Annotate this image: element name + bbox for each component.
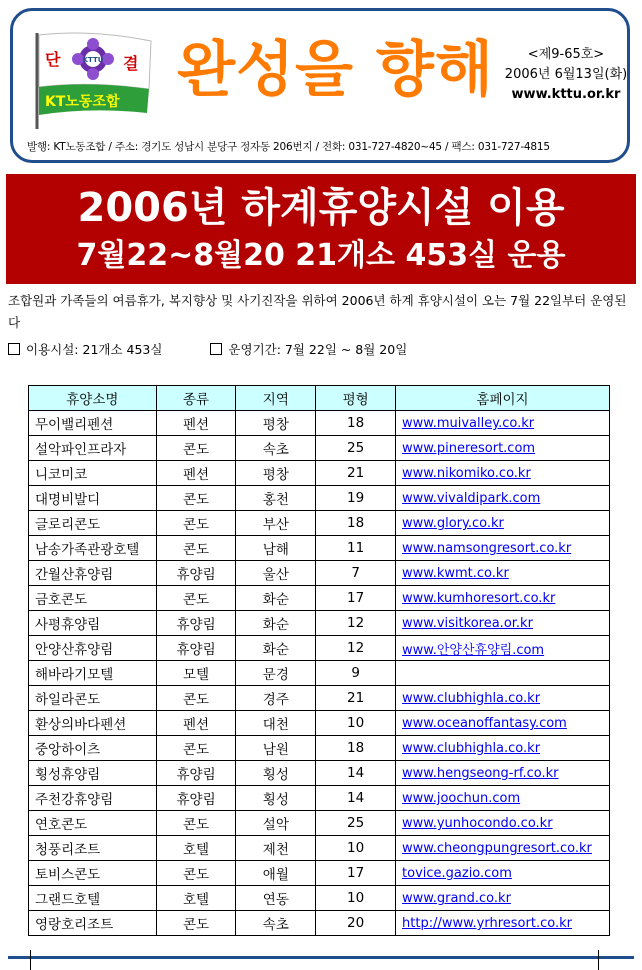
cell-size: 21	[316, 686, 396, 711]
table-row	[29, 661, 610, 686]
cell-homepage	[396, 786, 610, 811]
homepage-link[interactable]: www.glory.co.kr	[402, 516, 504, 531]
cell-resort-name: 대명비발디	[29, 486, 157, 511]
cell-type: 콘도	[156, 861, 236, 886]
cell-type: 펜션	[156, 711, 236, 736]
cell-size: 9	[316, 661, 396, 686]
facts-line	[8, 340, 634, 358]
cell-region: 부산	[236, 511, 316, 536]
checkbox-icon	[8, 343, 20, 355]
cell-homepage	[396, 711, 610, 736]
bottom-rule	[8, 956, 634, 959]
cell-region: 애월	[236, 861, 316, 886]
cell-resort-name: 해바라기모텔	[29, 661, 157, 686]
cell-region: 횡성	[236, 786, 316, 811]
table-row	[29, 561, 610, 586]
fact-facilities: 이용시설: 21개소 453실	[26, 342, 163, 357]
homepage-link[interactable]: www.clubhighla.co.kr	[402, 691, 541, 706]
cell-homepage	[396, 511, 610, 536]
cell-size: 14	[316, 761, 396, 786]
cell-resort-name: 하일라콘도	[29, 686, 157, 711]
cell-homepage	[396, 811, 610, 836]
masthead-box	[10, 8, 630, 163]
cell-resort-name: 무이밸리펜션	[29, 411, 157, 436]
fact-period: 운영기간: 7월 22일 ~ 8월 20일	[228, 342, 408, 357]
homepage-link[interactable]: www.kumhoresort.co.kr	[402, 591, 556, 606]
cell-size: 18	[316, 511, 396, 536]
issue-date: 2006년 6월13일(화)	[504, 67, 628, 82]
cell-type: 콘도	[156, 511, 236, 536]
cell-resort-name: 연호콘도	[29, 811, 157, 836]
cell-homepage	[396, 736, 610, 761]
cell-region: 경주	[236, 686, 316, 711]
cell-region: 남해	[236, 536, 316, 561]
resort-table	[28, 385, 610, 936]
table-row	[29, 436, 610, 461]
cell-size: 7	[316, 561, 396, 586]
subheadline: 7월22~8월20 21개소 453실 운용	[76, 238, 566, 273]
cell-region: 문경	[236, 661, 316, 686]
homepage-link[interactable]: www.muivalley.co.kr	[402, 416, 535, 431]
headline: 2006년 하계휴양시설 이용	[77, 185, 565, 231]
homepage-link[interactable]: www.yunhocondo.co.kr	[402, 816, 553, 831]
cell-type: 휴양림	[156, 561, 236, 586]
cell-homepage	[396, 886, 610, 911]
cell-size: 25	[316, 436, 396, 461]
cell-type: 콘도	[156, 686, 236, 711]
cell-type: 휴양림	[156, 761, 236, 786]
homepage-link[interactable]: tovice.gazio.com	[402, 866, 512, 881]
cell-type: 모텔	[156, 661, 236, 686]
cell-homepage	[396, 411, 610, 436]
cell-size: 21	[316, 461, 396, 486]
cell-homepage	[396, 461, 610, 486]
homepage-link[interactable]: www.namsongresort.co.kr	[402, 541, 572, 556]
cell-region: 평창	[236, 411, 316, 436]
table-row	[29, 686, 610, 711]
table-row	[29, 911, 610, 936]
homepage-link[interactable]: www.visitkorea.or.kr	[402, 616, 533, 631]
cell-type: 콘도	[156, 436, 236, 461]
table-row	[29, 711, 610, 736]
cell-type: 호텔	[156, 836, 236, 861]
issue-info	[501, 45, 631, 105]
issue-number: <제9-65호>	[527, 47, 605, 62]
cell-size: 17	[316, 586, 396, 611]
table-row	[29, 461, 610, 486]
cell-homepage	[396, 436, 610, 461]
cell-size: 20	[316, 911, 396, 936]
homepage-link[interactable]: www.oceanoffantasy.com	[402, 716, 567, 731]
table-row	[29, 886, 610, 911]
cell-resort-name: 설악파인프라자	[29, 436, 157, 461]
svg-text:결: 결	[123, 54, 139, 73]
cell-size: 19	[316, 486, 396, 511]
table-row	[29, 611, 610, 636]
svg-text:단: 단	[45, 50, 61, 69]
table-row	[29, 761, 610, 786]
cell-type: 휴양림	[156, 786, 236, 811]
cell-homepage	[396, 486, 610, 511]
cell-resort-name: 환상의바다펜션	[29, 711, 157, 736]
table-row	[29, 786, 610, 811]
col-header-name: 휴양소명	[29, 386, 157, 411]
union-flag-logo	[31, 31, 155, 131]
col-header-homepage: 홈페이지	[396, 386, 610, 411]
cell-size: 18	[316, 736, 396, 761]
cell-homepage	[396, 561, 610, 586]
cell-region: 울산	[236, 561, 316, 586]
cell-type: 펜션	[156, 411, 236, 436]
cell-resort-name: 영랑호리조트	[29, 911, 157, 936]
cell-resort-name: 횡성휴양림	[29, 761, 157, 786]
cell-region: 속초	[236, 911, 316, 936]
table-header-row	[29, 386, 610, 411]
svg-text:KTTU: KTTU	[82, 56, 104, 64]
cell-region: 연동	[236, 886, 316, 911]
col-header-size: 평형	[316, 386, 396, 411]
cell-size: 14	[316, 786, 396, 811]
cell-region: 화순	[236, 611, 316, 636]
cell-resort-name: 토비스콘도	[29, 861, 157, 886]
cell-size: 10	[316, 711, 396, 736]
cell-size: 10	[316, 886, 396, 911]
col-header-region: 지역	[236, 386, 316, 411]
cell-size: 25	[316, 811, 396, 836]
homepage-link[interactable]: www.vivaldipark.com	[402, 491, 541, 506]
cell-region: 대천	[236, 711, 316, 736]
cell-homepage	[396, 586, 610, 611]
cell-size: 17	[316, 861, 396, 886]
homepage-link[interactable]: www.joochun.com	[402, 791, 521, 806]
cell-resort-name: 청풍리조트	[29, 836, 157, 861]
cell-region: 속초	[236, 436, 316, 461]
cell-region: 횡성	[236, 761, 316, 786]
cell-size: 10	[316, 836, 396, 861]
newsletter-title: 완성을 향해	[177, 35, 494, 105]
cell-region: 화순	[236, 636, 316, 661]
cell-size: 11	[316, 536, 396, 561]
homepage-link[interactable]: http://www.yrhresort.co.kr	[402, 916, 572, 931]
homepage-link[interactable]: www.hengseong-rf.co.kr	[402, 766, 559, 781]
cell-type: 콘도	[156, 911, 236, 936]
cell-type: 콘도	[156, 811, 236, 836]
checkbox-icon	[210, 343, 222, 355]
cell-resort-name: 사평휴양림	[29, 611, 157, 636]
cell-type: 휴양림	[156, 636, 236, 661]
cell-resort-name: 주천강휴양림	[29, 786, 157, 811]
corner-mark-left	[30, 950, 31, 970]
cell-size: 18	[316, 411, 396, 436]
cell-type: 콘도	[156, 586, 236, 611]
cell-region: 설악	[236, 811, 316, 836]
cell-homepage	[396, 861, 610, 886]
cell-homepage	[396, 661, 610, 686]
table-row	[29, 411, 610, 436]
cell-type: 콘도	[156, 536, 236, 561]
cell-type: 콘도	[156, 486, 236, 511]
cell-homepage	[396, 686, 610, 711]
cell-type: 펜션	[156, 461, 236, 486]
cell-type: 콘도	[156, 736, 236, 761]
corner-mark-right	[598, 950, 599, 970]
cell-region: 제천	[236, 836, 316, 861]
homepage-link[interactable]: www.clubhighla.co.kr	[402, 741, 541, 756]
cell-type: 휴양림	[156, 611, 236, 636]
table-row	[29, 511, 610, 536]
website-url[interactable]: www.kttu.or.kr	[511, 87, 621, 102]
cell-homepage	[396, 761, 610, 786]
table-row	[29, 736, 610, 761]
cell-resort-name: 글로리콘도	[29, 511, 157, 536]
cell-type: 호텔	[156, 886, 236, 911]
table-row	[29, 586, 610, 611]
cell-size: 12	[316, 611, 396, 636]
homepage-link[interactable]: www.kwmt.co.kr	[402, 566, 509, 581]
table-row	[29, 811, 610, 836]
col-header-type: 종류	[156, 386, 236, 411]
cell-homepage	[396, 611, 610, 636]
publisher-line: 발행: KT노동조합 / 주소: 경기도 성남시 분당구 정자동 206번지 / 전화: 031-727-4820~45 / 팩스: 031-727-4815	[27, 141, 550, 153]
homepage-link[interactable]: www.cheongpungresort.co.kr	[402, 841, 592, 856]
cell-region: 남원	[236, 736, 316, 761]
homepage-link[interactable]: www.grand.co.kr	[402, 891, 511, 906]
cell-resort-name: 간월산휴양림	[29, 561, 157, 586]
cell-size: 12	[316, 636, 396, 661]
homepage-link[interactable]: www.nikomiko.co.kr	[402, 466, 531, 481]
table-row	[29, 536, 610, 561]
svg-text:KT노동조합: KT노동조합	[45, 94, 120, 110]
table-row	[29, 836, 610, 861]
cell-region: 홍천	[236, 486, 316, 511]
cell-homepage	[396, 836, 610, 861]
homepage-link[interactable]: www.pineresort.com	[402, 441, 536, 456]
intro-paragraph: 조합원과 가족들의 여름휴가, 복지향상 및 사기진작을 위하여 2006년 하계 휴양시설이 오는 7월 22일부터 운영된다	[8, 293, 627, 330]
table-row	[29, 861, 610, 886]
cell-homepage	[396, 536, 610, 561]
table-row	[29, 636, 610, 661]
homepage-link[interactable]: www.안양산휴양림.com	[402, 642, 545, 658]
cell-resort-name: 중앙하이츠	[29, 736, 157, 761]
table-row	[29, 486, 610, 511]
cell-region: 평창	[236, 461, 316, 486]
cell-resort-name: 남송가족관광호텔	[29, 536, 157, 561]
cell-homepage	[396, 636, 610, 661]
cell-resort-name: 금호콘도	[29, 586, 157, 611]
cell-region: 화순	[236, 586, 316, 611]
cell-resort-name: 안양산휴양림	[29, 636, 157, 661]
cell-resort-name: 니코미코	[29, 461, 157, 486]
cell-resort-name: 그랜드호텔	[29, 886, 157, 911]
headline-banner	[6, 174, 636, 284]
cell-homepage	[396, 911, 610, 936]
